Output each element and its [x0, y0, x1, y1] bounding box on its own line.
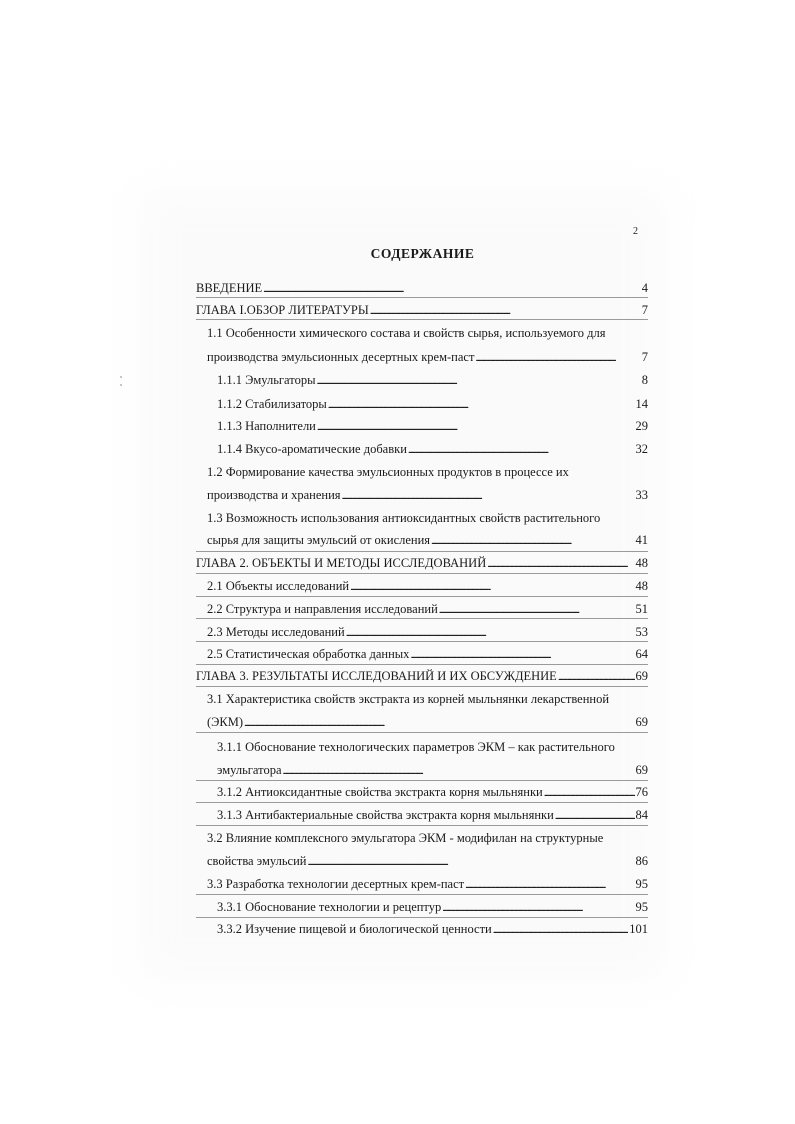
toc-entry-2-1[interactable]: [207, 578, 648, 594]
toc-entry-2-5[interactable]: [207, 646, 648, 662]
toc-label: 3.3.1 Обоснование технологии и рецептур: [217, 900, 442, 914]
divider: [196, 641, 648, 642]
toc-label: 1.1.4 Вкусо-ароматические добавки: [217, 442, 407, 456]
toc-entry-1-1-line1[interactable]: 1.1 Особенности химического состава и свойств сырья, используемого для: [207, 326, 606, 340]
toc-page: 7: [641, 350, 648, 364]
toc-entry-1-1[interactable]: [207, 349, 648, 365]
toc-page: 53: [635, 625, 648, 639]
toc-label: 3.1.3 Антибактериальные свойства экстракта корня мыльнянки: [217, 808, 554, 822]
toc-label: ВВЕДЕНИЕ: [196, 281, 263, 295]
toc-page: 32: [635, 442, 648, 456]
toc-entry-1-2[interactable]: [207, 487, 648, 503]
toc-entry-3-1-3[interactable]: [217, 807, 648, 823]
toc-page: 33: [635, 488, 648, 502]
toc-page: 64: [635, 647, 648, 661]
toc-entry-2-3[interactable]: [207, 624, 648, 640]
toc-entry-3-3-2[interactable]: [217, 921, 648, 937]
divider: [196, 780, 648, 781]
toc-page: 4: [641, 281, 648, 295]
toc-entry-3-1-1-line1[interactable]: 3.1.1 Обоснование технологических параметров ЭКМ – как растительного: [217, 740, 615, 754]
toc-page: 41: [635, 533, 648, 547]
divider: [196, 802, 648, 803]
divider: [196, 319, 648, 320]
divider: [196, 732, 648, 733]
toc-entry-introduction[interactable]: [196, 280, 648, 296]
toc-entry-1-1-1[interactable]: [217, 372, 648, 388]
divider: [196, 618, 648, 619]
divider: [196, 686, 648, 687]
toc-label: ГЛАВА 2. ОБЪЕКТЫ И МЕТОДЫ ИССЛЕДОВАНИЙ: [196, 556, 487, 570]
toc-entry-3-1-1[interactable]: [217, 762, 648, 778]
divider: [196, 917, 648, 918]
divider: [196, 825, 648, 826]
toc-label: (ЭКМ): [207, 715, 244, 729]
divider: [196, 894, 648, 895]
toc-entry-chapter-1[interactable]: [196, 302, 648, 318]
toc-entry-1-2-line1[interactable]: 1.2 Формирование качества эмульсионных продуктов в процессе их: [207, 465, 569, 479]
toc-page: 51: [635, 602, 648, 616]
toc-entry-chapter-2[interactable]: [196, 555, 648, 571]
toc-label: 2.2 Структура и направления исследований: [207, 602, 438, 616]
divider: [196, 664, 648, 665]
page-number: 2: [633, 226, 638, 237]
toc-page: 29: [635, 419, 648, 433]
toc-label: свойства эмульсий: [207, 854, 307, 868]
toc-label: 3.3.2 Изучение пищевой и биологической ценности: [217, 922, 492, 936]
toc-label: ГЛАВА 3. РЕЗУЛЬТАТЫ ИССЛЕДОВАНИЙ И ИХ ОБСУЖДЕНИЕ: [196, 669, 557, 683]
toc-label: 1.1.2 Стабилизаторы: [217, 397, 327, 411]
toc-label: 3.1.2 Антиоксидантные свойства экстракта корня мыльнянки: [217, 785, 543, 799]
toc-page: 14: [635, 397, 648, 411]
toc-entry-3-2[interactable]: [207, 853, 648, 869]
toc-entry-3-1-2[interactable]: [217, 784, 648, 800]
toc-entry-1-1-3[interactable]: [217, 418, 648, 434]
toc-page: 69: [635, 715, 648, 729]
toc-label: сырья для защиты эмульсий от окисления: [207, 533, 431, 547]
toc-label: 3.3 Разработка технологии десертных крем-паст: [207, 877, 465, 891]
toc-label: производства и хранения: [207, 488, 341, 502]
toc-label: 1.1.1 Эмульгаторы: [217, 373, 316, 387]
toc-label: 1.1.3 Наполнители: [217, 419, 316, 433]
toc-page: 95: [635, 877, 648, 891]
toc-entry-chapter-3[interactable]: [196, 668, 648, 684]
page-title: СОДЕРЖАНИЕ: [370, 246, 475, 261]
toc-entry-1-3[interactable]: [207, 532, 648, 548]
toc-label: 2.1 Объекты исследований: [207, 579, 350, 593]
toc-page: 7: [641, 303, 648, 317]
toc-page: 86: [635, 854, 648, 868]
toc-page: 69: [635, 763, 648, 777]
toc-page: 84: [635, 808, 648, 822]
toc-page: 69: [635, 669, 648, 683]
toc-page: 48: [635, 579, 648, 593]
toc-entry-1-1-4[interactable]: [217, 441, 648, 457]
toc-entry-3-3[interactable]: [207, 876, 648, 892]
toc-label: 2.5 Статистическая обработка данных: [207, 647, 410, 661]
divider: [196, 297, 648, 298]
toc-page: 76: [635, 785, 648, 799]
toc-label: ГЛАВА I.ОБЗОР ЛИТЕРАТУРЫ: [196, 303, 369, 317]
toc-page: 48: [635, 556, 648, 570]
toc-entry-3-3-1[interactable]: [217, 899, 648, 915]
toc-entry-3-1-line1[interactable]: 3.1 Характеристика свойств экстракта из корней мыльнянки лекарственной: [207, 692, 610, 706]
toc-label: 2.3 Методы исследований: [207, 625, 345, 639]
toc-entry-3-2-line1[interactable]: 3.2 Влияние комплексного эмульгатора ЭКМ - модифилан на структурные: [207, 831, 604, 845]
toc-label: производства эмульсионных десертных крем-паст: [207, 350, 475, 364]
toc-label: эмульгатора: [217, 763, 282, 777]
toc-entry-1-1-2[interactable]: [217, 396, 648, 412]
divider: [196, 596, 648, 597]
toc-page: 95: [635, 900, 648, 914]
toc-entry-3-1[interactable]: [207, 714, 648, 730]
toc-entry-1-3-line1[interactable]: 1.3 Возможность использования антиоксидантных свойств растительного: [207, 511, 601, 525]
toc-page: 8: [641, 373, 648, 387]
divider: [196, 573, 648, 574]
toc-page: 101: [629, 922, 648, 936]
toc-entry-2-2[interactable]: [207, 601, 648, 617]
divider: [196, 551, 648, 552]
